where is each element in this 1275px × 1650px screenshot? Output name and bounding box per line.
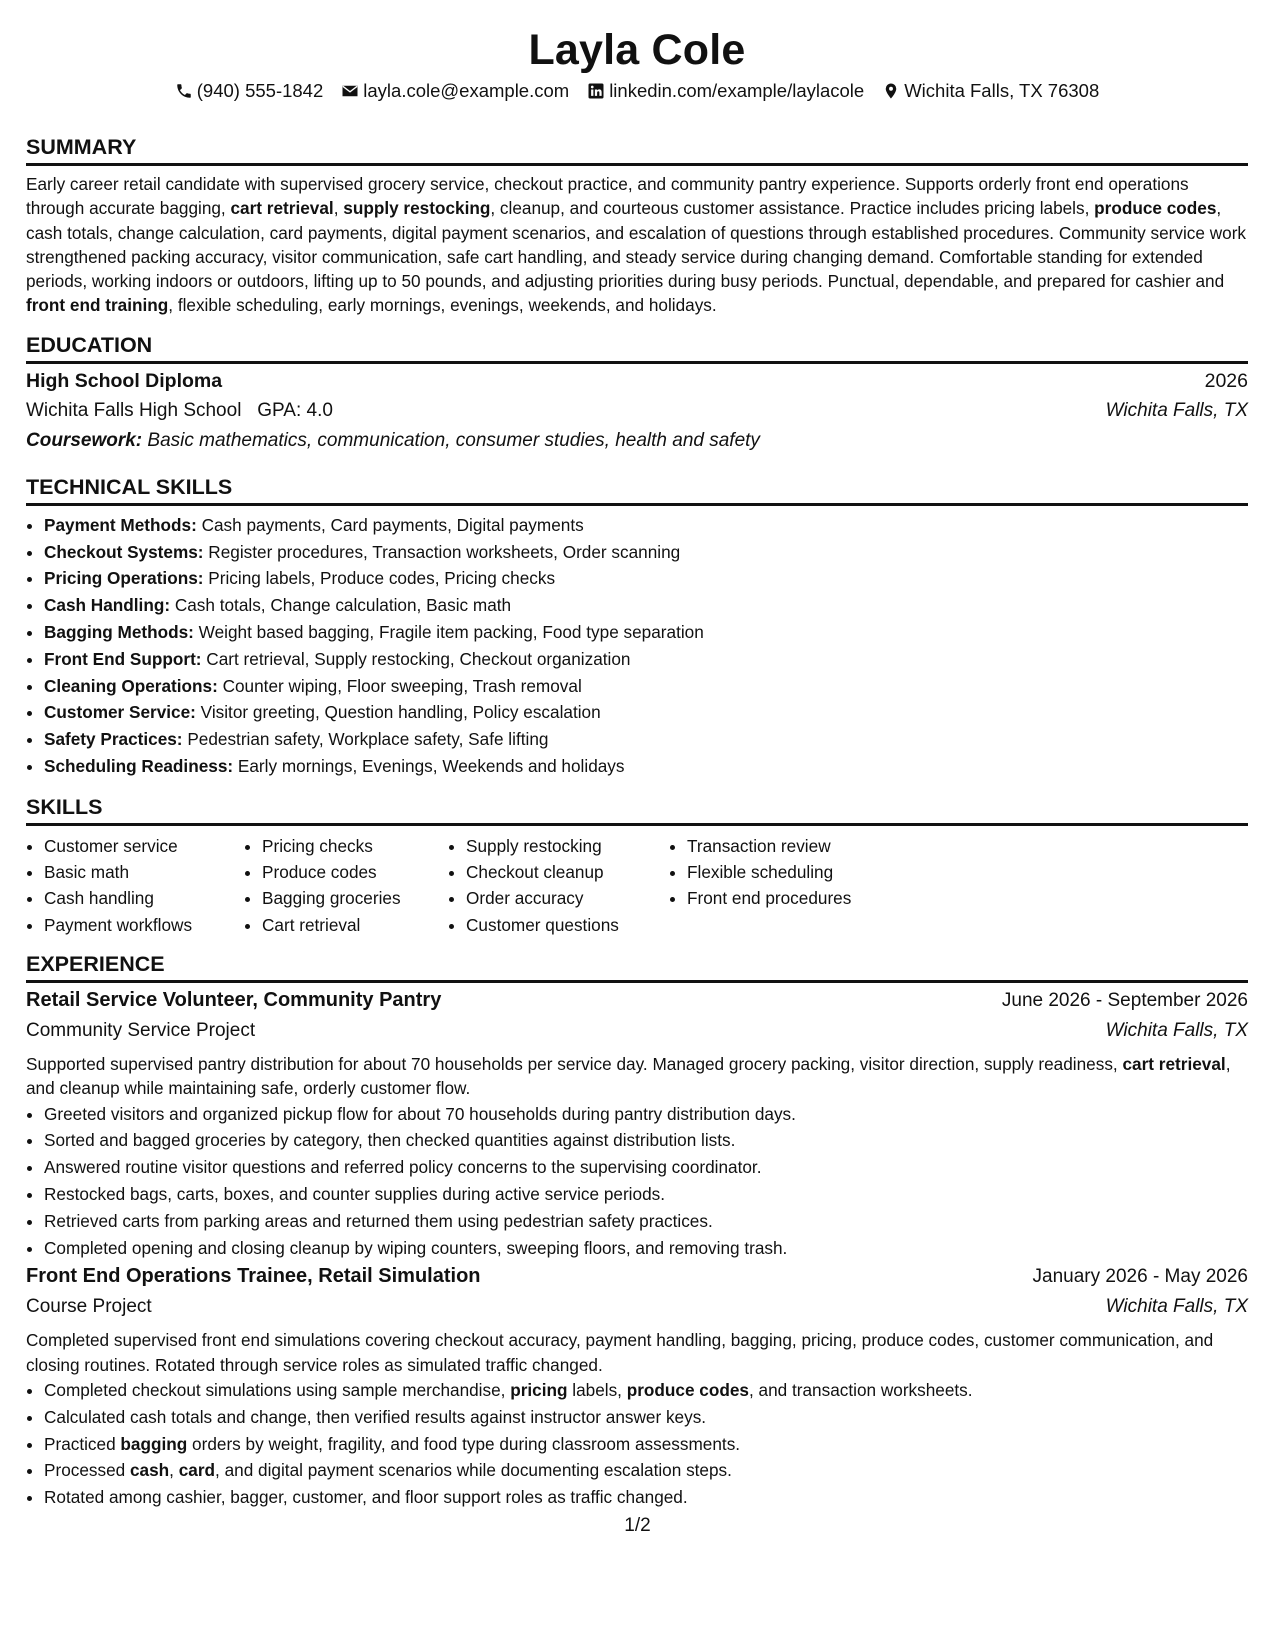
job-location: Wichita Falls, TX: [1105, 1019, 1248, 1041]
section-title-experience: EXPERIENCE: [26, 951, 1248, 983]
job-bullet: • Restocked bags, carts, boxes, and counter supplies during active service periods.: [44, 1181, 1248, 1208]
summary-text: Early career retail candidate with supervised grocery service, checkout practice, and community pantry experience. Supports orderly front end operations through accurate bagging, cart retrieval, supply restocking, cleanup, and courteous customer assistance. Practice includes pricing labels, produce codes, cash totals, change calculation, card payments, digital payment scenarios, and escalation of questions through established procedures. Community service work strengthened packing accuracy, visitor communication, safe cart handling, and steady service during changing demand. Comfortable standing for extended periods, working indoors or outdoors, lifting up to 50 pounds, and adjusting priorities during busy periods. Punctual, dependable, and prepared for cashier and front end training, flexible scheduling, early mornings, evenings, weekends, and holidays.: [26, 174, 1247, 316]
job-bullet: • Answered routine visitor questions and referred policy concerns to the supervising coordinator.: [44, 1154, 1248, 1181]
job-bullet: • Greeted visitors and organized pickup flow for about 70 households during pantry distribution days.: [44, 1101, 1248, 1128]
skills-column: [244, 833, 448, 938]
skill-values: Cart retrieval, Supply restocking, Checkout organization: [201, 648, 631, 669]
skill-category: Safety Practices:: [44, 729, 183, 750]
skill-item: • Cash handling: [44, 885, 244, 911]
job-location: Wichita Falls, TX: [1105, 1296, 1248, 1318]
degree: High School Diploma: [26, 369, 223, 392]
section-title-technical-skills: TECHNICAL SKILLS: [26, 474, 1248, 506]
job-bullet: • Processed cash, card, and digital payment scenarios while documenting escalation steps.: [44, 1457, 1248, 1484]
job-bullets: [26, 1377, 1248, 1511]
skill-values: Cash payments, Card payments, Digital payments: [196, 514, 584, 535]
location-text: Wichita Falls, TX 76308: [904, 80, 1100, 101]
job-title: Retail Service Volunteer, Community Pantry: [26, 988, 442, 1011]
job-organization: Course Project: [26, 1296, 152, 1318]
technical-skill-item: [44, 539, 1248, 566]
contact-phone[interactable]: [175, 78, 324, 104]
school: Wichita Falls High School GPA: 4.0: [26, 399, 333, 421]
contact-bar: [26, 78, 1248, 104]
phone-icon: [175, 82, 193, 100]
technical-skill-item: [44, 699, 1248, 726]
skill-category: Scheduling Readiness:: [44, 755, 234, 776]
summary-section: [26, 134, 1248, 318]
school-location: Wichita Falls, TX: [1105, 399, 1248, 421]
skills-grid: [26, 833, 1248, 938]
envelope-icon: [341, 82, 359, 100]
technical-skill-item: [44, 619, 1248, 646]
skill-category: Pricing Operations:: [44, 568, 204, 589]
technical-skills-list: [26, 512, 1248, 780]
resume-page: [26, 0, 1248, 1511]
skill-category: Cleaning Operations:: [44, 675, 218, 696]
skill-values: Cash totals, Change calculation, Basic math: [170, 595, 512, 616]
skill-item: • Cart retrieval: [262, 912, 448, 938]
skills-section: [26, 794, 1248, 938]
skill-item: • Pricing checks: [262, 833, 448, 859]
graduation-year: 2026: [1204, 369, 1248, 392]
linkedin-icon: [587, 82, 605, 100]
skill-item: • Transaction review: [687, 833, 887, 859]
skill-values: Visitor greeting, Question handling, Policy escalation: [195, 702, 601, 723]
technical-skill-item: [44, 646, 1248, 673]
contact-email[interactable]: [341, 78, 569, 104]
skill-item: • Customer questions: [466, 912, 669, 938]
skill-category: Bagging Methods:: [44, 621, 194, 642]
technical-skill-item: [44, 753, 1248, 780]
technical-skill-item: [44, 673, 1248, 700]
job-entry: [26, 1265, 1248, 1511]
skills-column: [448, 833, 669, 938]
job-title: Front End Operations Trainee, Retail Simulation: [26, 1265, 481, 1288]
technical-skills-section: [26, 474, 1248, 780]
map-pin-icon: [882, 82, 900, 100]
skill-category: Customer Service:: [44, 702, 196, 723]
coursework: Coursework: Basic mathematics, communication, consumer studies, health and safety: [26, 429, 760, 451]
skill-item: • Supply restocking: [466, 833, 669, 859]
experience-section: [26, 951, 1248, 1511]
skill-values: Register procedures, Transaction worksheets, Order scanning: [203, 541, 681, 562]
section-title-skills: SKILLS: [26, 794, 1248, 826]
skill-category: Front End Support:: [44, 648, 202, 669]
job-bullet: • Practiced bagging orders by weight, fragility, and food type during classroom assessments.: [44, 1431, 1248, 1458]
contact-linkedin[interactable]: [587, 78, 864, 104]
job-description: Supported supervised pantry distribution for about 70 households per service day. Managed grocery packing, visitor direction, supply readiness, cart retrieval, and cleanup while maintaining safe, orderly customer flow.: [26, 1053, 1231, 1099]
skill-values: Counter wiping, Floor sweeping, Trash removal: [217, 675, 582, 696]
education-header: [26, 370, 1248, 400]
skill-category: Cash Handling:: [44, 595, 171, 616]
job-bullet: • Sorted and bagged groceries by category, then checked quantities against distribution lists.: [44, 1127, 1248, 1154]
skill-item: • Produce codes: [262, 859, 448, 885]
job-bullet: • Completed opening and closing cleanup by wiping counters, sweeping floors, and removing trash.: [44, 1235, 1248, 1262]
skill-item: • Order accuracy: [466, 885, 669, 911]
candidate-name: Layla Cole: [528, 26, 746, 74]
contact-location: [882, 78, 1099, 104]
skill-values: Pricing labels, Produce codes, Pricing checks: [203, 568, 556, 589]
job-organization: Community Service Project: [26, 1019, 256, 1041]
skill-item: • Checkout cleanup: [466, 859, 669, 885]
education-section: [26, 332, 1248, 460]
skill-values: Pedestrian safety, Workplace safety, Safe lifting: [182, 729, 549, 750]
skill-category: Payment Methods:: [44, 514, 197, 535]
skill-item: • Flexible scheduling: [687, 859, 887, 885]
job-bullet: • Retrieved carts from parking areas and returned them using pedestrian safety practices.: [44, 1208, 1248, 1235]
job-description: Completed supervised front end simulations covering checkout accuracy, payment handling, bagging, pricing, produce codes, customer communication, and closing routines. Rotated through service roles as simulated traffic changed.: [26, 1330, 1214, 1375]
skill-item: • Basic math: [44, 859, 244, 885]
technical-skill-item: [44, 512, 1248, 539]
technical-skill-item: [44, 726, 1248, 753]
skill-item: • Bagging groceries: [262, 885, 448, 911]
skills-column: [669, 833, 887, 938]
skill-category: Checkout Systems:: [44, 541, 204, 562]
skill-values: Weight based bagging, Fragile item packing, Food type separation: [193, 621, 704, 642]
education-school-row: [26, 400, 1248, 430]
job-bullet: • Calculated cash totals and change, then verified results against instructor answer keys.: [44, 1404, 1248, 1431]
skills-column: [26, 833, 244, 938]
email-text: layla.cole@example.com: [363, 80, 570, 101]
gpa: GPA: 4.0: [257, 399, 333, 421]
technical-skill-item: [44, 565, 1248, 592]
skill-item: • Payment workflows: [44, 912, 244, 938]
job-bullet: • Rotated among cashier, bagger, customer, and floor support roles as traffic changed.: [44, 1484, 1248, 1511]
job-dates: June 2026 - September 2026: [1001, 989, 1248, 1011]
linkedin-text: linkedin.com/example/laylacole: [609, 80, 865, 101]
skill-item: • Front end procedures: [687, 885, 887, 911]
skill-item: • Customer service: [44, 833, 244, 859]
job-entry: [26, 989, 1248, 1261]
job-bullet: • Completed checkout simulations using sample merchandise, pricing labels, produce codes, and transaction worksheets.: [44, 1377, 1248, 1404]
skill-values: Early mornings, Evenings, Weekends and holidays: [233, 755, 625, 776]
section-title-education: EDUCATION: [26, 332, 1248, 364]
job-bullets: [26, 1101, 1248, 1262]
phone-text: (940) 555-1842: [196, 80, 324, 101]
job-dates: January 2026 - May 2026: [1032, 1266, 1248, 1288]
section-title-summary: SUMMARY: [26, 134, 1248, 166]
page-number: 1/2: [624, 1515, 651, 1536]
technical-skill-item: [44, 592, 1248, 619]
